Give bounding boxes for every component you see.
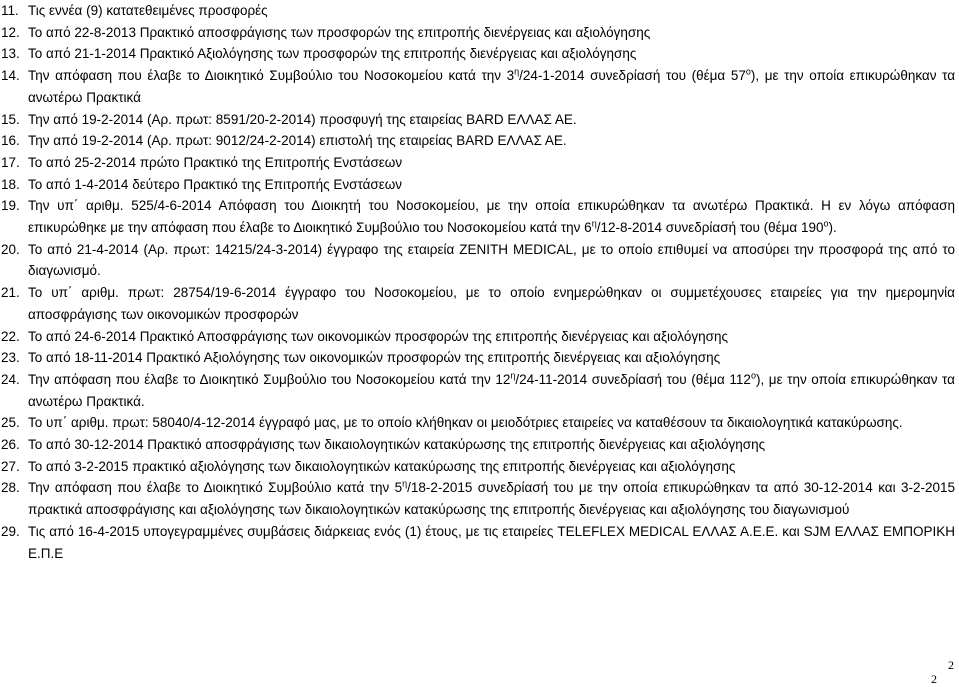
list-item — [0, 65, 959, 108]
list-item — [0, 109, 959, 131]
list-item — [0, 282, 959, 325]
item-number: 24. — [1, 371, 20, 387]
page-number: 2 — [948, 658, 954, 672]
item-number: 27. — [1, 458, 20, 474]
item-number: 26. — [1, 437, 20, 453]
item-text — [28, 326, 955, 348]
text-run: /24-11-2014 συνεδρίασή του (θέμα 112 — [515, 371, 751, 387]
item-number: 21. — [1, 285, 20, 301]
list-item — [0, 0, 959, 22]
text-run: /18-2-2015 συνεδρίασή του με την οποία επικυρώθηκαν τα από 30-12-2014 και 3-2-2015 πρακτικά αποσφράγισης και αξιολόγησης των δικαιολογητικών κατακύρωσης της επιτροπής διενέργειας και αξιολόγησης του διαγωνισμού — [28, 480, 955, 518]
item-text — [28, 347, 955, 369]
item-number: 25. — [1, 415, 20, 431]
list-item — [0, 434, 959, 456]
item-text — [28, 174, 955, 196]
superscript: η — [591, 218, 597, 229]
superscript: η — [514, 66, 520, 77]
list-item — [0, 22, 959, 44]
text-run: Το από 25-2-2014 πρώτο Πρακτικό της Επιτροπής Ενστάσεων — [28, 154, 403, 170]
text-run: Το από 1-4-2014 δεύτερο Πρακτικό της Επιτροπής Ενστάσεων — [28, 176, 403, 192]
text-run: Την από 19-2-2014 (Αρ. πρωτ: 8591/20-2-2014) προσφυγή της εταιρείας BARD ΕΛΛΑΣ ΑΕ. — [28, 111, 577, 127]
text-run: Το από 24-6-2014 Πρακτικό Αποσφράγισης των οικονομικών προσφορών της επιτροπής διενέργειας και αξιολόγησης — [28, 328, 728, 344]
item-number: 11. — [1, 3, 19, 18]
item-number: 18. — [1, 176, 20, 192]
item-number: 16. — [1, 133, 20, 149]
item-text — [28, 43, 955, 65]
list-item — [0, 477, 959, 520]
text-run: Την απόφαση που έλαβε το Διοικητικό Συμβούλιο κατά την 5 — [28, 480, 403, 496]
text-run: ). — [828, 220, 837, 236]
item-number: 23. — [1, 350, 20, 366]
list-item — [0, 152, 959, 174]
item-text — [28, 282, 955, 325]
text-run: Την από 19-2-2014 (Αρ. πρωτ: 9012/24-2-2014) επιστολή της εταιρείας BARD ΕΛΛΑΣ ΑΕ. — [28, 133, 567, 149]
item-number: 12. — [1, 24, 20, 40]
list-item — [0, 347, 959, 369]
item-text — [28, 130, 955, 152]
text-run: Τις από 16-4-2015 υπογεγραμμένες συμβάσεις διάρκειας ενός (1) έτους, με τις εταιρείες TELEFLEX MEDICAL ΕΛΛΑΣ Α.Ε.Ε. και SJM ΕΛΛΑΣ ΕΜΠΟΡΙΚΗ Ε.Π.Ε — [28, 523, 955, 561]
list-item — [0, 43, 959, 65]
text-run: Το από 21-1-2014 Πρακτικό Αξιολόγησης των προσφορών της επιτροπής διενέργειας και αξιολόγησης — [28, 46, 637, 62]
text-run: Τις εννέα (9) κατατεθειμένες προσφορές — [28, 3, 268, 18]
item-number: 15. — [1, 111, 20, 127]
item-text — [28, 239, 955, 282]
item-number: 20. — [1, 241, 20, 257]
text-run: Το από 21-4-2014 (Αρ. πρωτ: 14215/24-3-2014) έγγραφο της εταιρεία ZENITH MEDICAL, με το οποίο επιθυμεί να αποσύρει την προσφορά της από το διαγωνισμό. — [28, 241, 955, 279]
list-item — [0, 369, 959, 412]
item-text — [28, 152, 955, 174]
text-run: /24-1-2014 συνεδρίασή του (θέμα 57 — [519, 68, 746, 84]
text-run: Το από 30-12-2014 Πρακτικό αποσφράγισης των δικαιολογητικών κατακύρωσης της επιτροπής διενέργειας και αξιολόγησης — [28, 437, 766, 453]
text-run: /12-8-2014 συνεδρίασή του (θέμα 190 — [596, 220, 824, 236]
item-number: 14. — [1, 68, 20, 84]
item-text — [28, 65, 955, 108]
superscript: η — [510, 370, 516, 381]
text-run: Την απόφαση που έλαβε το Διοικητικό Συμβούλιο του Νοσοκομείου κατά την 3 — [28, 68, 515, 84]
text-run: Την απόφαση που έλαβε το Διοικητικό Συμβούλιο του Νοσοκομείου κατά την 12 — [28, 371, 511, 387]
item-text — [28, 0, 955, 22]
page-number-bottom: 2 — [931, 672, 937, 686]
item-text — [28, 195, 955, 238]
superscript: ο — [823, 218, 829, 229]
item-text — [28, 109, 955, 131]
item-number: 17. — [1, 154, 20, 170]
superscript: ο — [750, 370, 756, 381]
text-run: Το από 18-11-2014 Πρακτικό Αξιολόγησης των οικονομικών προσφορών της επιτροπής διενέργειας και αξιολόγησης — [28, 350, 721, 366]
list-item — [0, 195, 959, 238]
text-run: Το από 22-8-2013 Πρακτικό αποσφράγισης των προσφορών της επιτροπής διενέργειας και αξιολόγησης — [28, 24, 651, 40]
list-item — [0, 130, 959, 152]
list-item — [0, 456, 959, 478]
item-number: 13. — [1, 46, 20, 62]
item-number: 28. — [1, 480, 20, 496]
item-text — [28, 412, 955, 434]
text-run: Την υπ΄ αριθμ. 525/4-6-2014 Απόφαση του Διοικητή του Νοσοκομείου, με την οποία επικυρώθηκαν τα ανωτέρω Πρακτικά. Η εν λόγω απόφαση επικυρώθηκε με την απόφαση που έλαβε το Διοικητικό Συμβούλιο του Νοσοκομείου κατά την 6 — [28, 198, 955, 236]
item-text — [28, 477, 955, 520]
item-text — [28, 22, 955, 44]
list-item — [0, 174, 959, 196]
list-item — [0, 326, 959, 348]
text-run: ), με την οποία επικυρώθηκαν τα ανωτέρω Πρακτικά — [28, 68, 956, 105]
text-run: Το υπ΄ αριθμ. πρωτ: 28754/19-6-2014 έγγραφο του Νοσοκομείου, με το οποίο ενημερώθηκαν οι συμμετέχουσες εταιρείες για την ημερομηνία αποσφράγισης των οικονομικών προσφορών — [28, 285, 955, 322]
item-text — [28, 521, 955, 564]
item-text — [28, 456, 955, 478]
item-number: 29. — [1, 523, 20, 539]
list-item — [0, 412, 959, 434]
text-run: Το υπ΄ αριθμ. πρωτ: 58040/4-12-2014 έγγραφό μας, με το οποίο κλήθηκαν οι μειοδότριες εταιρείες να καταθέσουν τα δικαιολογητικά κατακύρωσης. — [28, 415, 903, 431]
list-item — [0, 521, 959, 564]
text-run: ), με την οποία επικυρώθηκαν τα ανωτέρω Πρακτικά. — [28, 371, 955, 409]
superscript: ο — [745, 66, 751, 77]
item-number: 22. — [1, 328, 20, 344]
superscript: η — [402, 478, 408, 489]
text-run: Το από 3-2-2015 πρακτικό αξιολόγησης των δικαιολογητικών κατακύρωσης της επιτροπής διενέργειας και αξιολόγησης — [28, 458, 736, 474]
item-number: 19. — [1, 198, 20, 214]
list-item — [0, 239, 959, 282]
item-text — [28, 434, 955, 456]
item-text — [28, 369, 955, 412]
